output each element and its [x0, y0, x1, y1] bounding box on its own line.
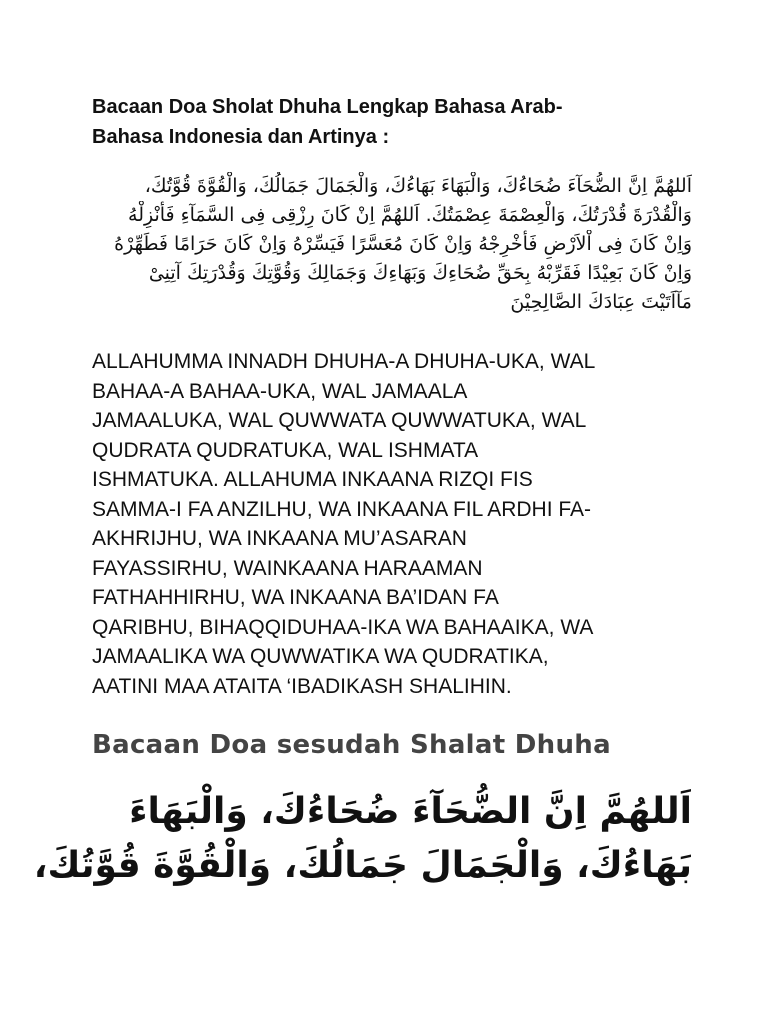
title-line: Bahasa Indonesia dan Artinya :: [92, 126, 390, 148]
transliteration-line: AKHRIJHU, WA INKAANA MU’ASARAN: [92, 527, 467, 550]
arabic-line: وَالْقُدْرَةَ قُدْرَتُكَ، وَالْعِصْمَةَ عِصْمَتُكَ. اَللهُمَّ اِنْ كَانَ رِزْقِى فِى السَّمَآءِ فَأَنْزِلْهُ: [128, 204, 692, 226]
transliteration-line: QUDRATA QUDRATUKA, WAL ISHMATA: [92, 438, 479, 462]
document-title: [92, 92, 692, 152]
transliteration-line: FAYASSIRHU, WAINKAANA HARAAMAN: [92, 556, 483, 580]
transliteration-line: JAMAALUKA, WAL QUWWATA QUWWATUKA, WAL: [92, 409, 587, 432]
transliteration-line: ALLAHUMMA INNADH DHUHA-A DHUHA-UKA, WAL: [92, 350, 596, 373]
document-content: [33, 92, 692, 893]
title-line: Bacaan Doa Sholat Dhuha Lengkap Bahasa Arab-: [92, 96, 563, 118]
arabic-prayer-text: [92, 172, 692, 317]
arabic-line: اَللهُمَّ اِنَّ الضُّحَآءَ ضُحَاءُكَ، وَالْبَهَاءَ بَهَاءُكَ، وَالْجَمَالَ جَمَالُكَ، وَالْقُوَّةَ قُوَّتُكَ،: [144, 175, 692, 197]
arabic-line: وَاِنْ كَانَ فِى اْلاَرْضِ فَأَخْرِجْهُ وَاِنْ كَانَ مُعَسَّرًا فَيَسِّرْهُ وَاِنْ كَانَ حَرَامًا فَطَهِّرْهُ: [114, 233, 692, 255]
arabic-line: مَآاَتَيْتَ عِبَادَكَ الصَّالِحِيْنَ: [510, 291, 692, 313]
transliteration-line: QARIBHU, BIHAQQIDUHAA-IKA WA BAHAAIKA, WA: [92, 615, 594, 639]
transliteration-line: FATHAHHIRHU, WA INKAANA BA’IDAN FA: [92, 586, 499, 609]
transliteration-line: AATINI MAA ATAITA ‘IBADIKASH SHALIHIN.: [92, 674, 512, 698]
transliteration-line: JAMAALIKA WA QUWWATIKA WA QUDRATIKA,: [92, 645, 549, 668]
transliteration-line: BAHAA-A BAHAA-UKA, WAL JAMAALA: [92, 379, 468, 403]
arabic-large-line: اَللهُمَّ اِنَّ الضُّحَآءَ ضُحَاءُكَ، وَالْبَهَاءَ: [129, 791, 692, 832]
latin-transliteration: [92, 347, 692, 701]
section-heading: Bacaan Doa sesudah Shalat Dhuha: [92, 730, 611, 760]
transliteration-line: ISHMATUKA. ALLAHUMA INKAANA RIZQI FIS: [92, 468, 533, 491]
arabic-prayer-large: [33, 785, 692, 893]
arabic-large-line: بَهَاءُكَ، وَالْجَمَالَ جَمَالُكَ، وَالْقُوَّةَ قُوَّتُكَ،: [33, 845, 692, 886]
transliteration-line: SAMMA-I FA ANZILHU, WA INKAANA FIL ARDHI FA-: [92, 497, 592, 521]
arabic-line: وَاِنْ كَانَ بَعِيْدًا فَقَرِّبْهُ بِحَقِّ ضُحَاءِكَ وَبَهَاءِكَ وَجَمَالِكَ وَقُوَّتِكَ وَقُدْرَتِكَ آتِنِىْ: [148, 262, 692, 284]
